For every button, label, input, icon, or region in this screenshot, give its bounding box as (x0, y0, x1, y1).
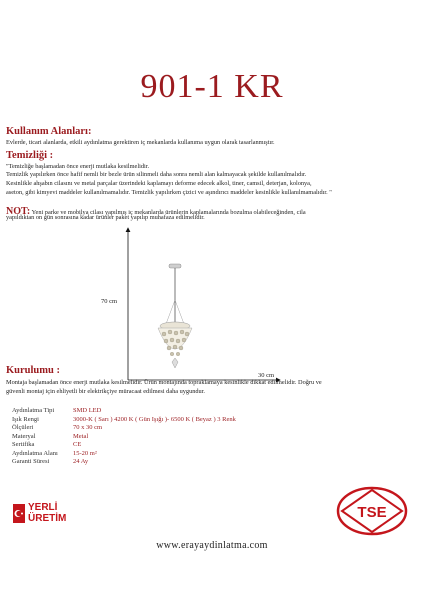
spec-row (12, 424, 236, 433)
spec-table (12, 407, 236, 467)
note-line: yapıldıktan on gün sonrasına kadar ürünler paket yapılıp muhafaza edilmelidir. (6, 214, 205, 221)
spec-row (12, 441, 236, 450)
badge-line2: ÜRETİM (28, 513, 67, 524)
spec-row (12, 458, 236, 467)
install-heading: Kurulumu : (6, 365, 60, 376)
width-label: 30 cm (258, 372, 275, 379)
cleaning-heading: Temizliği : (6, 150, 54, 161)
note-line: Yeni parke ve mobilya cilası yapılmış iç mekanlarda ürünlerin kaplamalarında bozulma olabileceğinden, cila (30, 209, 306, 216)
spec-key: Aydınlatma Alanı (12, 449, 58, 457)
spec-value: Metal (73, 432, 89, 440)
spec-key: Sertifika (12, 441, 35, 448)
spec-value: 24 Ay (73, 458, 89, 465)
product-title: 901-1 KR (140, 68, 284, 105)
yerli-uretim-badge (13, 501, 65, 526)
chandelier-image (140, 262, 210, 382)
spec-key: Garanti Süresi (12, 458, 50, 465)
spec-value: 70 x 30 cm (73, 424, 103, 431)
spec-row (12, 407, 236, 416)
website-link[interactable]: www.erayaydinlatma.com (156, 540, 268, 551)
install-line: Montaja başlamadan önce enerji mutlaka kesilmelidir. Ürün montajında topraklamaya kesinlikle dikkat edilmelidir. Doğru ve (6, 379, 322, 386)
flag-icon (13, 504, 25, 523)
cleaning-line: aseton, gibi kimyevi maddeler kullanılmamalıdır. Temizlik yapılırken çizici ve aşındırıcı maddeler kesinlikle kullanılmamalıdır. " (6, 189, 332, 196)
spec-value: 3000-K ( Sarı ) 4200 K ( Gün Işığı )- 6500 K ( Beyaz ) 3 Renk (73, 415, 236, 423)
spec-row (12, 433, 236, 442)
tse-logo-text: TSE (357, 504, 387, 521)
spec-value: 15-20 m² (73, 449, 97, 457)
usage-text: Evlerde, ticari alanlarda, etkili aydınlatma gerektiren iç mekanlarda kullanıma uygun olarak tasarlanmıştır. (6, 139, 275, 146)
note-heading: NOT: (6, 206, 31, 217)
spec-value: CE (73, 441, 82, 448)
spec-key: Işık Rengi (12, 415, 39, 423)
cleaning-line: "Temizliğe başlamadan önce enerji mutlaka kesilmelidir. (6, 163, 150, 170)
tse-logo (336, 486, 408, 536)
usage-heading: Kullanım Alanları: (6, 126, 92, 137)
spec-row (12, 450, 236, 459)
height-label: 70 cm (101, 298, 118, 305)
spec-row (12, 416, 236, 425)
spec-key: Aydınlatma Tipi (12, 407, 55, 414)
cleaning-line: Kesinlikle ahşabın cilasını ve metal parçalar üzerindeki kaplamayı deforme edecek alkol, tiner, camsil, deterjan, kolonya, (6, 180, 312, 187)
install-line: güvenli montaj için ehliyetli bir elektrikçiye müracaat edilmesi daha uygundur. (6, 388, 205, 395)
spec-key: Materyal (12, 432, 36, 440)
cleaning-line: Temizlik yapılırken önce hafif nemli bir bezle ürün silinmeli daha sonra nemli alan kalmayacak şekilde kullanılmalıdır. (6, 171, 307, 178)
spec-value: SMD LED (73, 407, 102, 414)
spec-key: Ölçüleri (12, 424, 34, 431)
badge-line1: YERLİ (28, 502, 58, 513)
